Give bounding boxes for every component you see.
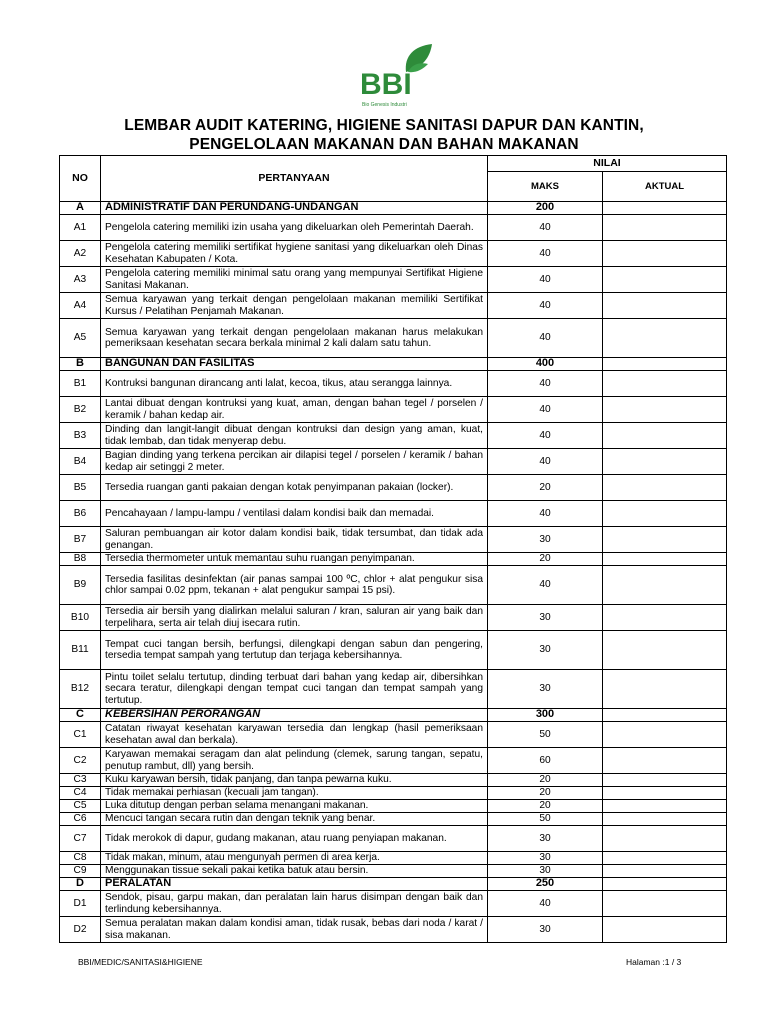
max-score: 40: [488, 241, 603, 267]
actual-score[interactable]: [603, 787, 727, 800]
table-row: [60, 826, 727, 852]
question-text: Semua peralatan makan dalam kondisi aman, tidak rusak, bebas dari noda / karat / sisa makanan.: [101, 917, 488, 943]
page-title-line2: PENGELOLAAN MAKANAN DAN BAHAN MAKANAN: [189, 136, 579, 153]
row-number: C3: [60, 774, 101, 787]
row-number: C6: [60, 813, 101, 826]
row-number: C9: [60, 865, 101, 878]
actual-score[interactable]: [603, 215, 727, 241]
actual-score[interactable]: [603, 501, 727, 527]
row-number: A: [60, 202, 101, 215]
table-row: [60, 423, 727, 449]
actual-score[interactable]: [603, 774, 727, 787]
actual-score[interactable]: [603, 709, 727, 722]
max-score: 30: [488, 917, 603, 943]
actual-score[interactable]: [603, 813, 727, 826]
table-row: [60, 215, 727, 241]
actual-score[interactable]: [603, 553, 727, 566]
table-row: [60, 566, 727, 605]
page-title-line1: LEMBAR AUDIT KATERING, HIGIENE SANITASI DAPUR DAN KANTIN,: [124, 117, 644, 134]
actual-score[interactable]: [603, 397, 727, 423]
question-text: Dinding dan langit-langit dibuat dengan kontruksi dan design yang aman, kuat, tidak lembab, dan tidak menyerap debu.: [101, 423, 488, 449]
max-score: 30: [488, 865, 603, 878]
row-number: D1: [60, 891, 101, 917]
actual-score[interactable]: [603, 293, 727, 319]
question-text: Semua karyawan yang terkait dengan pengelolaan makanan harus melakukan pemeriksaan kesehatan secara berkala minimal 2 kali dalam satu tahun.: [101, 319, 488, 358]
question-text: Menggunakan tissue sekali pakai ketika batuk atau bersin.: [101, 865, 488, 878]
table-row: [60, 527, 727, 553]
table-row: [60, 865, 727, 878]
row-number: C: [60, 709, 101, 722]
max-score: 30: [488, 670, 603, 709]
table-row: [60, 800, 727, 813]
row-number: C7: [60, 826, 101, 852]
question-text: Pengelola catering memiliki sertifikat hygiene sanitasi yang dikeluarkan oleh Dinas Kesehatan Kabupaten / Kota.: [101, 241, 488, 267]
question-text: Tersedia thermometer untuk memantau suhu ruangan penyimpanan.: [101, 553, 488, 566]
max-score: 40: [488, 267, 603, 293]
company-logo: [354, 42, 438, 114]
max-score: 200: [488, 202, 603, 215]
actual-score[interactable]: [603, 800, 727, 813]
row-number: B9: [60, 566, 101, 605]
table-row: [60, 813, 727, 826]
header-question: PERTANYAAN: [101, 156, 488, 202]
actual-score[interactable]: [603, 358, 727, 371]
row-number: B12: [60, 670, 101, 709]
actual-score[interactable]: [603, 605, 727, 631]
actual-score[interactable]: [603, 891, 727, 917]
question-text: Kuku karyawan bersih, tidak panjang, dan tanpa pewarna kuku.: [101, 774, 488, 787]
row-number: A2: [60, 241, 101, 267]
question-text: Luka ditutup dengan perban selama menangani makanan.: [101, 800, 488, 813]
question-text: Sendok, pisau, garpu makan, dan peralatan lain harus disimpan dengan baik dan terlindung kebersihannya.: [101, 891, 488, 917]
section-row: [60, 202, 727, 215]
actual-score[interactable]: [603, 852, 727, 865]
actual-score[interactable]: [603, 722, 727, 748]
actual-score[interactable]: [603, 631, 727, 670]
actual-score[interactable]: [603, 202, 727, 215]
question-text: Catatan riwayat kesehatan karyawan tersedia dan lengkap (hasil pemeriksaan kesehatan awal dan berkala).: [101, 722, 488, 748]
max-score: 40: [488, 501, 603, 527]
actual-score[interactable]: [603, 371, 727, 397]
table-row: [60, 449, 727, 475]
max-score: 20: [488, 553, 603, 566]
question-text: Saluran pembuangan air kotor dalam kondisi baik, tidak tersumbat, dan tidak ada genangan.: [101, 527, 488, 553]
question-text: Bagian dinding yang terkena percikan air dilapisi tegel / porselen / keramik / bahan kedap air setinggi 2 meter.: [101, 449, 488, 475]
row-number: C2: [60, 748, 101, 774]
max-score: 40: [488, 891, 603, 917]
question-text: Tempat cuci tangan bersih, berfungsi, dilengkapi dengan sabun dan pengering, tersedia tempat sampah yang tertutup dan terjaga kebersihannya.: [101, 631, 488, 670]
question-text: Tersedia air bersih yang dialirkan melalui saluran / kran, saluran air yang baik dan terpelihara, serta air telah diuj isecara rutin.: [101, 605, 488, 631]
actual-score[interactable]: [603, 878, 727, 891]
question-text: Mencuci tangan secara rutin dan dengan teknik yang benar.: [101, 813, 488, 826]
max-score: 20: [488, 800, 603, 813]
max-score: 20: [488, 475, 603, 501]
table-row: [60, 917, 727, 943]
max-score: 40: [488, 215, 603, 241]
row-number: A4: [60, 293, 101, 319]
row-number: C4: [60, 787, 101, 800]
max-score: 20: [488, 787, 603, 800]
header-no: NO: [60, 156, 101, 202]
question-text: Pencahayaan / lampu-lampu / ventilasi dalam kondisi baik dan memadai.: [101, 501, 488, 527]
footer-document-code: BBI/MEDIC/SANITASI&HIGIENE: [78, 957, 203, 967]
question-text: Pengelola catering memiliki minimal satu orang yang mempunyai Sertifikat Higiene Sanitasi Makanan.: [101, 267, 488, 293]
table-row: [60, 371, 727, 397]
table-row: [60, 553, 727, 566]
question-text: Karyawan memakai seragam dan alat pelindung (clemek, sarung tangan, sepatu, penutup rambut, dll) yang bersih.: [101, 748, 488, 774]
table-row: [60, 397, 727, 423]
actual-score[interactable]: [603, 917, 727, 943]
row-number: B4: [60, 449, 101, 475]
question-text: Tidak memakai perhiasan (kecuali jam tangan).: [101, 787, 488, 800]
actual-score[interactable]: [603, 241, 727, 267]
max-score: 50: [488, 813, 603, 826]
max-score: 40: [488, 566, 603, 605]
row-number: B2: [60, 397, 101, 423]
max-score: 60: [488, 748, 603, 774]
header-score: NILAI: [488, 156, 727, 172]
row-number: C8: [60, 852, 101, 865]
max-score: 20: [488, 774, 603, 787]
table-row: [60, 267, 727, 293]
section-row: [60, 709, 727, 722]
question-text: Tersedia ruangan ganti pakaian dengan kotak penyimpanan pakaian (locker).: [101, 475, 488, 501]
max-score: 40: [488, 449, 603, 475]
max-score: 40: [488, 397, 603, 423]
question-text: Pengelola catering memiliki izin usaha yang dikeluarkan oleh Pemerintah Daerah.: [101, 215, 488, 241]
section-title: PERALATAN: [101, 878, 488, 891]
actual-score[interactable]: [603, 449, 727, 475]
row-number: B7: [60, 527, 101, 553]
row-number: D2: [60, 917, 101, 943]
actual-score[interactable]: [603, 527, 727, 553]
question-text: Pintu toilet selalu tertutup, dinding terbuat dari bahan yang kedap air, dibersihkan secara teratur, dilengkapi dengan tempat cuci tangan dan tempat sampah yang tertutup.: [101, 670, 488, 709]
audit-table: [59, 155, 727, 943]
table-row: [60, 605, 727, 631]
actual-score[interactable]: [603, 670, 727, 709]
table-row: [60, 241, 727, 267]
actual-score[interactable]: [603, 826, 727, 852]
actual-score[interactable]: [603, 566, 727, 605]
row-number: C1: [60, 722, 101, 748]
row-number: B3: [60, 423, 101, 449]
max-score: 40: [488, 319, 603, 358]
max-score: 250: [488, 878, 603, 891]
header-max: MAKS: [488, 172, 603, 202]
row-number: B: [60, 358, 101, 371]
max-score: 30: [488, 527, 603, 553]
logo-subtext: Bio Genesis Industri: [362, 102, 407, 108]
section-title: BANGUNAN DAN FASILITAS: [101, 358, 488, 371]
row-number: B1: [60, 371, 101, 397]
max-score: 30: [488, 852, 603, 865]
actual-score[interactable]: [603, 475, 727, 501]
row-number: A1: [60, 215, 101, 241]
table-row: [60, 501, 727, 527]
question-text: Tidak makan, minum, atau mengunyah permen di area kerja.: [101, 852, 488, 865]
row-number: B5: [60, 475, 101, 501]
row-number: D: [60, 878, 101, 891]
table-row: [60, 787, 727, 800]
table-row: [60, 670, 727, 709]
question-text: Tidak merokok di dapur, gudang makanan, atau ruang penyiapan makanan.: [101, 826, 488, 852]
table-row: [60, 319, 727, 358]
row-number: B6: [60, 501, 101, 527]
logo-text: BBI: [360, 68, 412, 101]
max-score: 40: [488, 293, 603, 319]
section-title: ADMINISTRATIF DAN PERUNDANG-UNDANGAN: [101, 202, 488, 215]
row-number: B8: [60, 553, 101, 566]
actual-score[interactable]: [603, 865, 727, 878]
table-row: [60, 891, 727, 917]
question-text: Tersedia fasilitas desinfektan (air panas sampai 100 ºC, chlor + alat pengukur sisa chlor sampai 0.02 ppm, tekanan + alat pengukur sampai 15 psi).: [101, 566, 488, 605]
question-text: Kontruksi bangunan dirancang anti lalat, kecoa, tikus, atau serangga lainnya.: [101, 371, 488, 397]
table-row: [60, 722, 727, 748]
header-actual: AKTUAL: [603, 172, 727, 202]
max-score: 50: [488, 722, 603, 748]
footer-page-number: Halaman :1 / 3: [626, 957, 682, 967]
table-row: [60, 852, 727, 865]
row-number: C5: [60, 800, 101, 813]
actual-score[interactable]: [603, 319, 727, 358]
max-score: 300: [488, 709, 603, 722]
max-score: 400: [488, 358, 603, 371]
row-number: B10: [60, 605, 101, 631]
max-score: 30: [488, 826, 603, 852]
section-title: KEBERSIHAN PERORANGAN: [101, 709, 488, 722]
max-score: 30: [488, 631, 603, 670]
actual-score[interactable]: [603, 748, 727, 774]
table-row: [60, 293, 727, 319]
question-text: Lantai dibuat dengan kontruksi yang kuat, aman, dengan bahan tegel / porselen / keramik / bahan kedap air.: [101, 397, 488, 423]
actual-score[interactable]: [603, 423, 727, 449]
table-row: [60, 475, 727, 501]
row-number: A3: [60, 267, 101, 293]
row-number: B11: [60, 631, 101, 670]
max-score: 40: [488, 371, 603, 397]
table-row: [60, 631, 727, 670]
table-row: [60, 774, 727, 787]
row-number: A5: [60, 319, 101, 358]
audit-table-body: [60, 202, 727, 943]
actual-score[interactable]: [603, 267, 727, 293]
max-score: 30: [488, 605, 603, 631]
section-row: [60, 358, 727, 371]
max-score: 40: [488, 423, 603, 449]
question-text: Semua karyawan yang terkait dengan pengelolaan makanan memiliki Sertifikat Kursus / Pelatihan Penjamah Makanan.: [101, 293, 488, 319]
table-row: [60, 748, 727, 774]
section-row: [60, 878, 727, 891]
